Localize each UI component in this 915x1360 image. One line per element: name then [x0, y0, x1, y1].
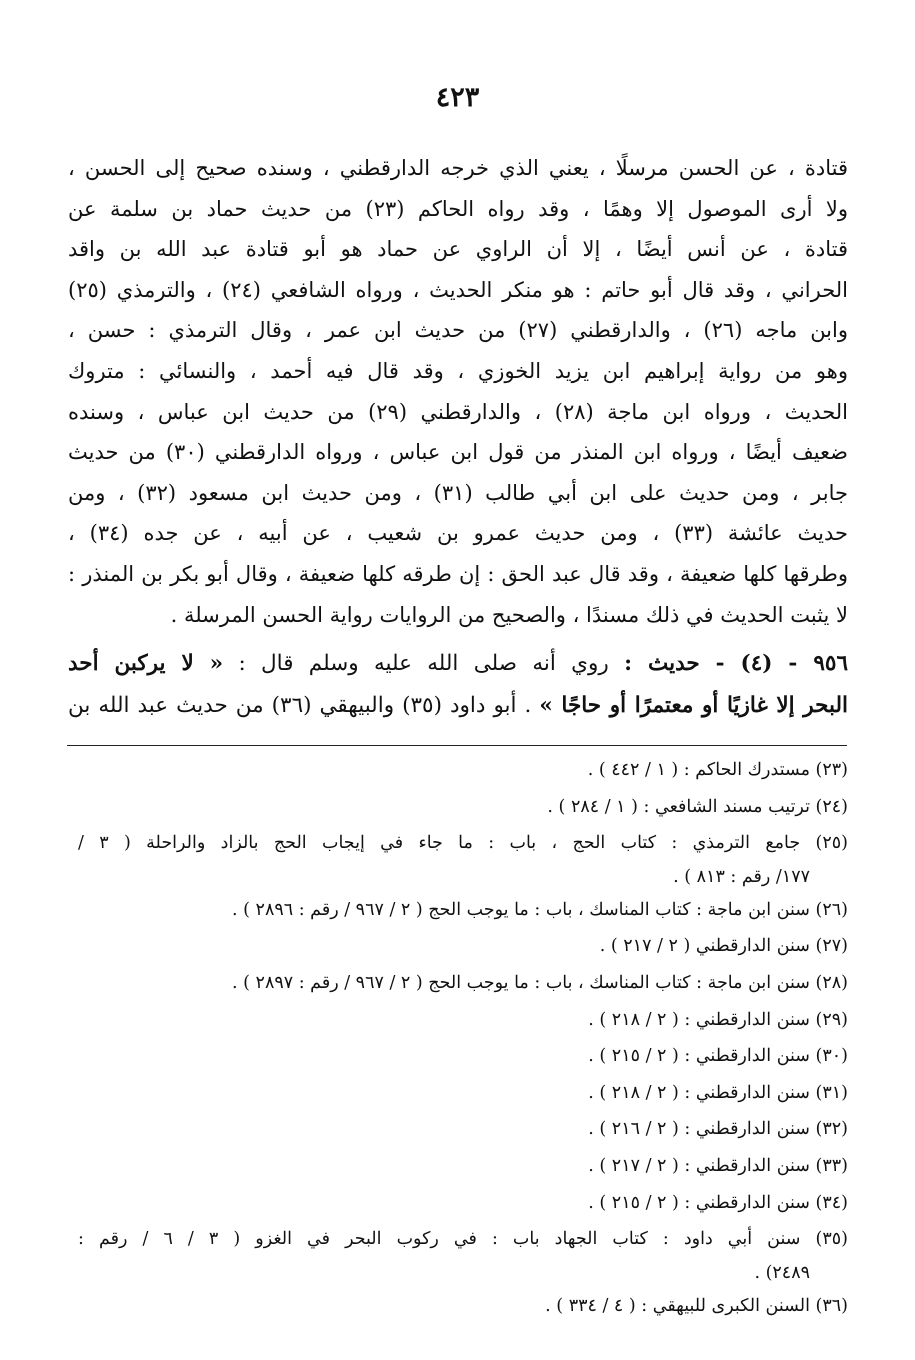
- text-line: الحديث ، ورواه ابن ماجة (٢٨) ، والدارقطني (٢٩) من حديث ابن عباس ، وسنده: [68, 399, 848, 424]
- text-line: جابر ، ومن حديث على ابن أبي طالب (٣١) ، ومن حديث ابن مسعود (٣٢) ، ومن: [68, 480, 848, 505]
- hadith-sources: . أبو داود (٣٥) والبيهقي (٣٦) من حديث عبد الله بن: [68, 693, 540, 718]
- text-line: لا يثبت الحديث في ذلك مسندًا ، والصحيح من الروايات رواية الحسن المرسلة .: [170, 602, 848, 627]
- footnotes: [78, 752, 848, 1324]
- footnote-continuation: ١٧٧/ رقم : ٨١٣ ) .: [673, 866, 810, 887]
- hadith-quote-end: البحر إلا غازيًا أو معتمرًا أو حاجًا »: [539, 693, 848, 718]
- hadith-line-1: [68, 643, 848, 685]
- text-line: وهو من رواية إبراهيم ابن يزيد الخوزي ، وقد قال فيه أحمد ، والنسائي : متروك: [68, 358, 848, 383]
- page-number: ٤٢٣: [435, 82, 480, 113]
- hadith-quote-start: « لا يركبن أحد: [68, 651, 224, 676]
- footnote: (٢٩) سنن الدارقطني : ( ٢ / ٢١٨ ) .: [588, 1009, 848, 1030]
- footnote: (٣٣) سنن الدارقطني : ( ٢ / ٢١٧ ) .: [588, 1155, 848, 1176]
- footnote: (٣٤) سنن الدارقطني : ( ٢ / ٢١٥ ) .: [588, 1192, 848, 1213]
- footnote-continuation: ٢٤٨٩) .: [754, 1262, 810, 1283]
- main-text: [68, 148, 848, 635]
- footnote: (٢٥) جامع الترمذي : كتاب الحج ، باب : ما جاء في إيجاب الحج بالزاد والراحلة ( ٣ /: [78, 833, 848, 854]
- footnote: (٢٨) سنن ابن ماجة : كتاب المناسك ، باب : ما يوجب الحج ( ٢ / ٩٦٧ / رقم : ٢٨٩٧ ) .: [232, 972, 848, 993]
- footnote: (٢٧) سنن الدارقطني ( ٢ / ٢١٧ ) .: [599, 936, 848, 957]
- footnote: (٢٦) سنن ابن ماجة : كتاب المناسك ، باب : ما يوجب الحج ( ٢ / ٩٦٧ / رقم : ٢٨٩٦ ) .: [232, 899, 848, 920]
- footnote: (٣٠) سنن الدارقطني : ( ٢ / ٢١٥ ) .: [588, 1046, 848, 1067]
- footnote: (٢٤) ترتيب مسند الشافعي : ( ١ / ٢٨٤ ) .: [547, 796, 848, 817]
- footnote: (٣٦) السنن الكبرى للبيهقي : ( ٤ / ٣٣٤ ) .: [545, 1295, 848, 1316]
- footnote-divider: [67, 745, 847, 746]
- footnote: (٢٣) مستدرك الحاكم : ( ١ / ٤٤٢ ) .: [587, 760, 848, 780]
- hadith-intro: روي أنه صلى الله عليه وسلم قال :: [223, 651, 625, 676]
- text-line: ولا أرى الموصول إلا وهمًا ، وقد رواه الحاكم (٢٣) من حديث حماد بن سلمة عن: [68, 196, 848, 221]
- text-line: وابن ماجه (٢٦) ، والدارقطني (٢٧) من حديث ابن عمر ، وقال الترمذي : حسن ،: [68, 318, 848, 343]
- footnote: (٣٥) سنن أبي داود : كتاب الجهاد باب : في ركوب البحر في الغزو ( ٣ / ٦ / رقم :: [78, 1229, 848, 1250]
- text-line: ضعيف أيضًا ، ورواه ابن المنذر من قول ابن عباس ، ورواه الدارقطني (٣٠) من حديث: [68, 440, 848, 465]
- footnote: (٣١) سنن الدارقطني : ( ٢ / ٢١٨ ) .: [588, 1082, 848, 1103]
- footnote: (٣٢) سنن الدارقطني : ( ٢ / ٢١٦ ) .: [588, 1119, 848, 1140]
- hadith-heading: ٩٥٦ - (٤) - حديث :: [624, 651, 848, 676]
- hadith-section: [68, 643, 848, 727]
- text-line: قتادة ، عن أنس أيضًا ، إلا أن الراوي عن حماد هو أبو قتادة عبد الله بن واقد: [68, 237, 848, 262]
- text-line: قتادة ، عن الحسن مرسلًا ، يعني الذي خرجه الدارقطني ، وسنده صحيح إلى الحسن ،: [68, 156, 848, 180]
- hadith-line-2: [68, 685, 848, 727]
- text-line: الحراني ، وقد قال أبو حاتم : هو منكر الحديث ، ورواه الشافعي (٢٤) ، والترمذي (٢٥): [68, 277, 848, 302]
- text-line: حديث عائشة (٣٣) ، ومن حديث عمرو بن شعيب ، عن أبيه ، عن جده (٣٤) ،: [68, 521, 848, 546]
- text-line: وطرقها كلها ضعيفة ، وقد قال عبد الحق : إن طرقه كلها ضعيفة ، وقال أبو بكر بن المنذر :: [68, 561, 848, 586]
